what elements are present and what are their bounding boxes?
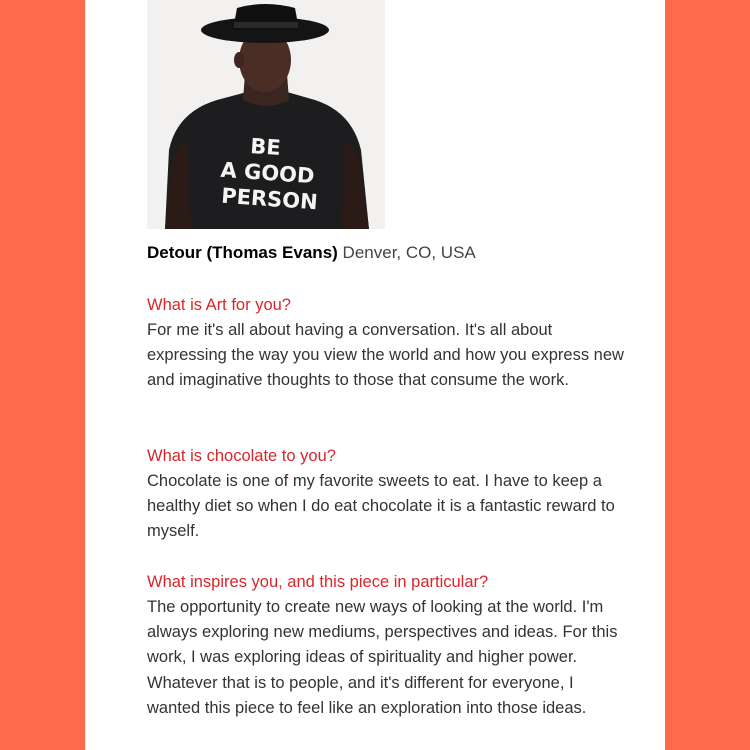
article-page <box>85 0 665 750</box>
question-heading: What is Art for you? <box>147 296 291 314</box>
answer-text: The opportunity to create new ways of looking at the world. I'm always exploring new mediums, perspectives and ideas. For this work, I was exploring ideas of spirituality and higher power. Whatever that is to people, and it's different for everyone, I wanted this piece to feel like an exploration into those ideas. <box>147 598 618 717</box>
answer-text: For me it's all about having a conversation. It's all about expressing the way you view the world and how you express new and imaginative thoughts to those that consume the work. <box>147 321 624 390</box>
artist-name: Detour (Thomas Evans) <box>147 243 338 262</box>
qa-block-chocolate <box>147 444 627 545</box>
shirt-text-line-2: A GOOD <box>219 157 316 189</box>
answer-text: Chocolate is one of my favorite sweets to eat. I have to keep a healthy diet so when I do eat chocolate it is a fantastic reward to myself. <box>147 472 615 541</box>
qa-block-inspiration <box>147 570 627 721</box>
question-heading: What inspires you, and this piece in particular? <box>147 573 489 591</box>
artist-location: Denver, CO, USA <box>342 243 476 262</box>
qa-block-art <box>147 293 627 394</box>
artist-credit <box>147 242 476 264</box>
shirt-text-line-3: PERSON <box>220 183 319 215</box>
shirt-text-line-1: BE <box>249 133 282 161</box>
question-heading: What is chocolate to you? <box>147 447 336 465</box>
artist-portrait-image <box>147 0 385 229</box>
